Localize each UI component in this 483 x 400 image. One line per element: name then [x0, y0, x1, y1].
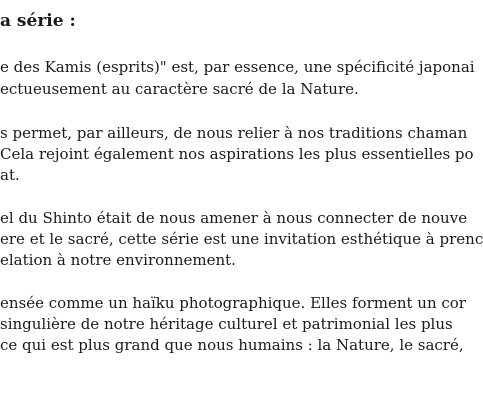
paragraph-line: singulière de notre héritage culturel et patrimonial les plus [0, 315, 453, 333]
paragraph-line: e des Kamis (esprits)" est, par essence, une spécificité japonai [0, 58, 475, 76]
paragraph-line: el du Shinto était de nous amener à nous connecter de nouve [0, 209, 468, 227]
paragraph-line: s permet, par ailleurs, de nous relier à nos traditions chaman [0, 124, 468, 142]
paragraph-line: ere et le sacré, cette série est une invitation esthétique à prenc [0, 230, 483, 248]
paragraph-line: ce qui est plus grand que nous humains : la Nature, le sacré, [0, 336, 464, 354]
paragraph-line: elation à notre environnement. [0, 251, 236, 269]
paragraph-line: Cela rejoint également nos aspirations les plus essentielles po [0, 145, 474, 163]
section-heading: a série : [0, 11, 76, 31]
paragraph-line: ensée comme un haïku photographique. Elles forment un cor [0, 294, 466, 312]
paragraph-line: ectueusement au caractère sacré de la Nature. [0, 80, 359, 98]
paragraph-line: at. [0, 166, 20, 184]
